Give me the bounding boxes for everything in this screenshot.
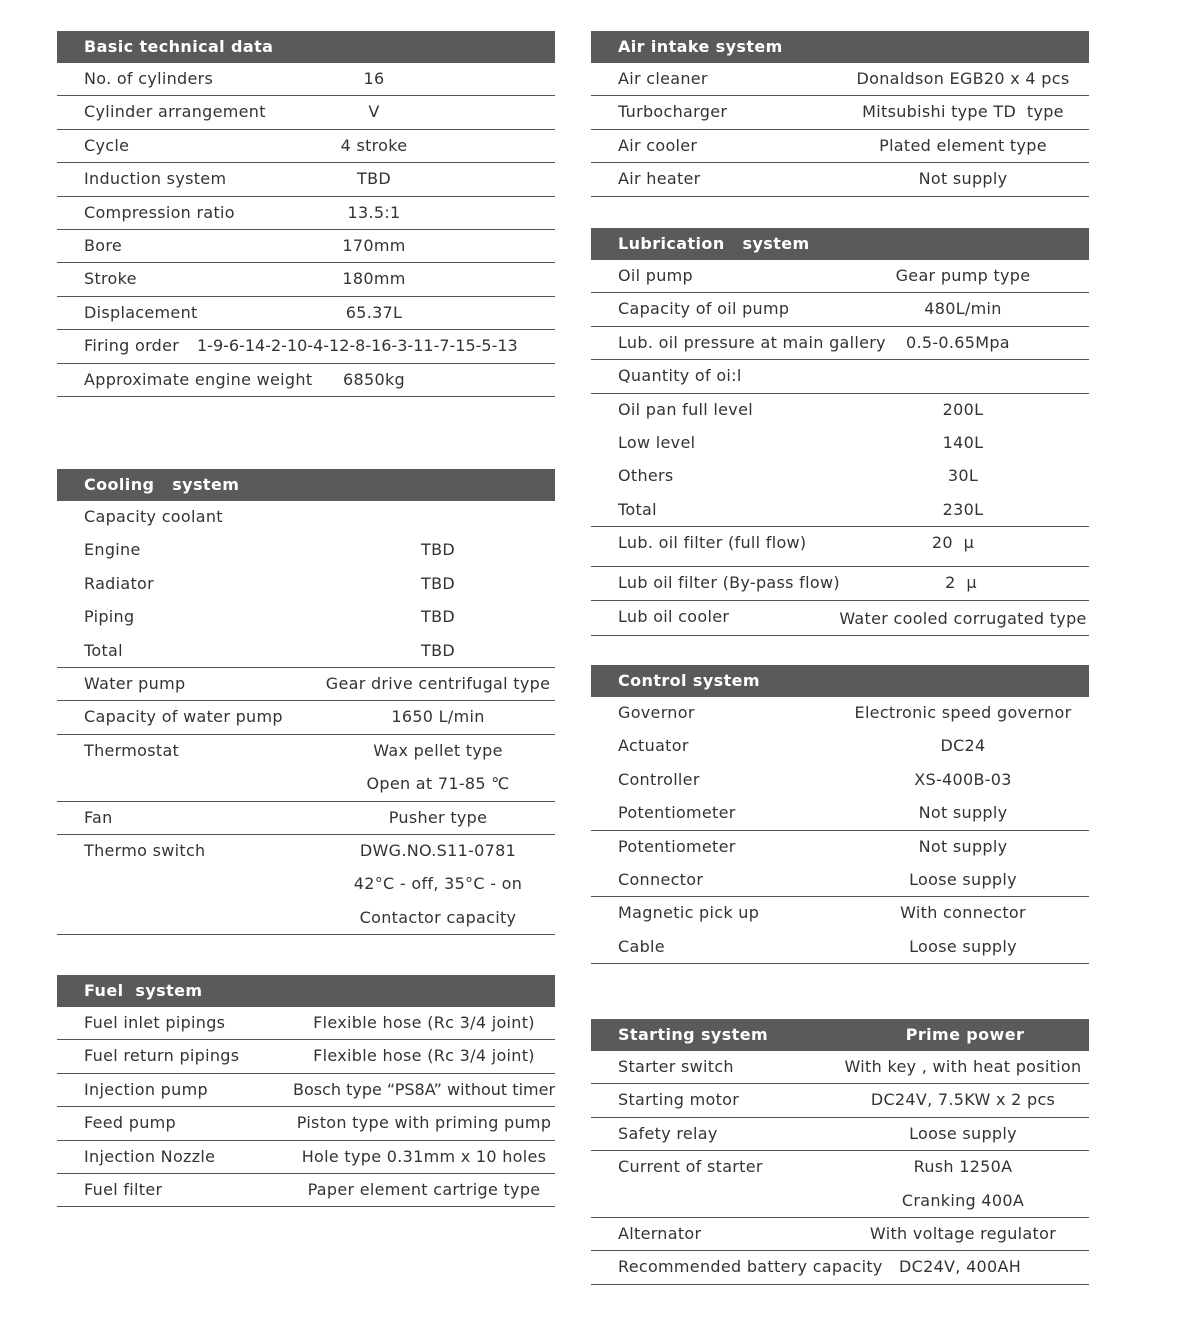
row-label: Compression ratio [84, 202, 235, 222]
table-row [591, 897, 1089, 930]
row-label: Air heater [618, 169, 701, 189]
table-row [57, 1174, 555, 1207]
row-label: Starter switch [618, 1057, 734, 1076]
row-label: Injection Nozzle [84, 1146, 216, 1166]
row-value: With voltage regulator [869, 1223, 1057, 1243]
row-label: Potentiometer [618, 836, 736, 856]
table-row [57, 263, 555, 296]
row-label: Air cooler [618, 135, 698, 155]
row-value: V [368, 102, 380, 122]
table-row [57, 96, 555, 129]
row-label: Engine [84, 540, 141, 560]
section-lubrication-system [591, 228, 1089, 636]
table-row [591, 260, 1089, 293]
table-row [57, 364, 555, 397]
table-row [591, 494, 1089, 527]
table-row [57, 668, 555, 701]
row-label: Turbocharger [618, 102, 728, 122]
row-value: 200L [942, 399, 984, 419]
row-label: Lub. oil filter (full flow) [618, 533, 807, 553]
section-header: Lubrication system [591, 228, 1089, 260]
table-row [591, 1185, 1089, 1218]
table-row [57, 902, 555, 935]
row-label: Others [618, 466, 674, 486]
table-row [591, 394, 1089, 427]
table-row [57, 802, 555, 835]
table-row [57, 568, 555, 601]
row-value: 42°C - off, 35°C - on [353, 874, 523, 894]
row-value: TBD [421, 607, 455, 627]
row-value: Open at 71-85 ℃ [366, 774, 510, 794]
row-label: Fuel inlet pipings [84, 1013, 226, 1032]
row-value: TBD [421, 640, 455, 660]
row-value: Wax pellet type [373, 740, 503, 760]
row-value: TBD [421, 573, 455, 593]
row-label: Potentiometer [618, 803, 736, 823]
row-value: 6850kg [343, 369, 405, 389]
table-row [591, 831, 1089, 864]
row-value: Electronic speed governor [854, 703, 1072, 722]
row-value: Flexible hose (Rc 3/4 joint) [313, 1046, 535, 1066]
row-value: 4 stroke [340, 135, 408, 155]
row-label: Fuel return pipings [84, 1046, 240, 1066]
row-label: Magnetic pick up [618, 903, 760, 923]
section-header: Basic technical data [57, 31, 555, 63]
row-value: Not supply [918, 169, 1008, 189]
row-value: Loose supply [909, 936, 1017, 956]
row-value: TBD [421, 540, 455, 560]
row-value: 170mm [342, 235, 406, 255]
table-row [57, 1007, 555, 1040]
row-label: Capacity of water pump [84, 707, 283, 727]
table-row [591, 601, 1089, 636]
row-value: Bosch type “PS8A” without timer [292, 1079, 556, 1099]
table-row [591, 1151, 1089, 1184]
table-row [591, 1084, 1089, 1117]
section-header: Control system [591, 665, 1089, 697]
row-value: Plated element type [879, 135, 1047, 155]
table-row [57, 635, 555, 668]
table-row [57, 330, 555, 363]
table-row [57, 1040, 555, 1073]
table-row [57, 297, 555, 330]
row-label: Cycle [84, 135, 130, 155]
row-value: DWG.NO.S11-0781 [359, 840, 517, 860]
row-value: 30L [947, 466, 979, 486]
table-row [591, 764, 1089, 797]
table-row [57, 63, 555, 96]
table-row [591, 96, 1089, 129]
table-row [591, 360, 1089, 393]
section-header: Fuel system [57, 975, 555, 1007]
table-row [591, 427, 1089, 460]
row-label: Connector [618, 869, 704, 889]
table-row [57, 701, 555, 734]
section-header [591, 1019, 1089, 1051]
row-value: Loose supply [909, 869, 1017, 889]
row-value: Mitsubishi type TD type [862, 102, 1064, 122]
table-row [591, 130, 1089, 163]
row-value: DC24V, 400AH [899, 1257, 1022, 1277]
table-row [57, 534, 555, 567]
section-title-right: Prime power [905, 1025, 1025, 1044]
row-label: Current of starter [618, 1157, 763, 1177]
row-label: Lub oil cooler [618, 606, 730, 626]
table-row [591, 163, 1089, 196]
row-value: Piston type with priming pump [296, 1113, 552, 1133]
section-control-system [591, 665, 1089, 964]
table-row [57, 768, 555, 801]
row-label: Safety relay [618, 1123, 718, 1143]
table-row [591, 797, 1089, 830]
row-label: Bore [84, 235, 123, 255]
table-row [591, 293, 1089, 326]
table-row [591, 1118, 1089, 1151]
row-value: 180mm [342, 269, 406, 289]
row-label: Thermo switch [84, 840, 206, 860]
row-value: 65.37L [345, 302, 403, 322]
row-value: 13.5:1 [347, 202, 401, 222]
section-header: Air intake system [591, 31, 1089, 63]
row-label: Cable [618, 936, 665, 956]
row-label: Oil pump [618, 266, 694, 285]
table-row [591, 1251, 1089, 1284]
row-value: Gear drive centrifugal type [325, 673, 551, 693]
row-label: No. of cylinders [84, 69, 214, 88]
row-value: Not supply [918, 803, 1008, 823]
row-label: Water pump [84, 673, 186, 693]
table-row [591, 697, 1089, 730]
row-value: Cranking 400A [901, 1190, 1025, 1210]
row-value: TBD [357, 169, 391, 189]
row-value: Flexible hose (Rc 3/4 joint) [313, 1013, 535, 1032]
table-row [591, 931, 1089, 964]
row-value: 2 μ [945, 573, 977, 593]
row-label: Capacity coolant [84, 507, 223, 526]
section-cooling-system [57, 469, 555, 935]
row-label: Low level [618, 432, 696, 452]
row-label: Firing order [84, 336, 180, 356]
row-label: Governor [618, 703, 695, 722]
table-row [57, 868, 555, 901]
row-label: Capacity of oil pump [618, 299, 790, 319]
table-row [57, 230, 555, 263]
table-row [57, 835, 555, 868]
row-label: Approximate engine weight [84, 369, 313, 389]
row-value: With key , with heat position [844, 1057, 1082, 1076]
table-row [591, 63, 1089, 96]
row-value: 1650 L/min [391, 707, 485, 727]
row-value: 140L [942, 432, 984, 452]
section-title: Starting system [618, 1025, 769, 1044]
row-value: Loose supply [909, 1123, 1017, 1143]
table-row [57, 1074, 555, 1107]
row-label: Recommended battery capacity [618, 1257, 883, 1277]
row-label: Stroke [84, 269, 137, 289]
table-row [591, 527, 1089, 567]
row-value: Water cooled corrugated type [839, 608, 1087, 628]
row-label: Oil pan full level [618, 399, 753, 419]
table-row [591, 1051, 1089, 1084]
row-label: Alternator [618, 1223, 702, 1243]
table-row [57, 1107, 555, 1140]
table-row [57, 130, 555, 163]
table-row [591, 864, 1089, 897]
row-label: Injection pump [84, 1079, 208, 1099]
table-row [591, 1218, 1089, 1251]
row-label: Total [84, 640, 123, 660]
row-label: Induction system [84, 169, 227, 189]
row-value: 1-9-6-14-2-10-4-12-8-16-3-11-7-15-5-13 [197, 336, 518, 356]
section-header: Cooling system [57, 469, 555, 501]
row-label: Feed pump [84, 1113, 176, 1133]
row-label: Fuel filter [84, 1179, 163, 1199]
row-label: Air cleaner [618, 69, 708, 88]
table-row [591, 730, 1089, 763]
row-label: Lub. oil pressure at main gallery [618, 332, 886, 352]
row-value: Paper element cartrige type [307, 1179, 541, 1199]
row-value: DC24 [940, 736, 986, 756]
row-value: 16 [363, 69, 385, 88]
row-label: Actuator [618, 736, 689, 756]
row-value: Donaldson EGB20 x 4 pcs [856, 69, 1070, 88]
table-row [57, 735, 555, 768]
row-label: Total [618, 499, 657, 519]
row-label: Cylinder arrangement [84, 102, 266, 122]
row-label: Lub oil filter (By-pass flow) [618, 573, 840, 593]
row-value: DC24V, 7.5KW x 2 pcs [870, 1090, 1056, 1110]
row-value: Gear pump type [895, 266, 1031, 285]
row-value: 0.5-0.65Mpa [906, 332, 1010, 352]
section-basic-technical-data [57, 31, 555, 397]
row-label: Thermostat [84, 740, 180, 760]
section-air-intake-system [591, 31, 1089, 197]
row-label: Radiator [84, 573, 155, 593]
table-row [591, 460, 1089, 493]
row-label: Starting motor [618, 1090, 740, 1110]
row-value: XS-400B-03 [914, 769, 1012, 789]
row-label: Displacement [84, 302, 198, 322]
row-value: Pusher type [388, 807, 488, 827]
table-row [57, 601, 555, 634]
row-label: Fan [84, 807, 113, 827]
row-value: Not supply [918, 836, 1008, 856]
table-row [57, 197, 555, 230]
section-fuel-system [57, 975, 555, 1207]
table-row [57, 163, 555, 196]
row-value: 480L/min [924, 299, 1002, 319]
table-row [591, 327, 1089, 360]
row-value: Rush 1250A [913, 1157, 1013, 1177]
table-row [57, 1141, 555, 1174]
row-value: Contactor capacity [359, 907, 517, 927]
row-value: 230L [942, 499, 984, 519]
table-row [57, 501, 555, 534]
section-starting-system [591, 1019, 1089, 1285]
row-value: 20 μ [931, 533, 975, 553]
row-label: Controller [618, 769, 700, 789]
row-label: Quantity of oi:l [618, 366, 742, 386]
row-label: Piping [84, 607, 135, 627]
row-value: With connector [900, 903, 1026, 923]
table-row [591, 567, 1089, 600]
row-value: Hole type 0.31mm x 10 holes [301, 1146, 547, 1166]
